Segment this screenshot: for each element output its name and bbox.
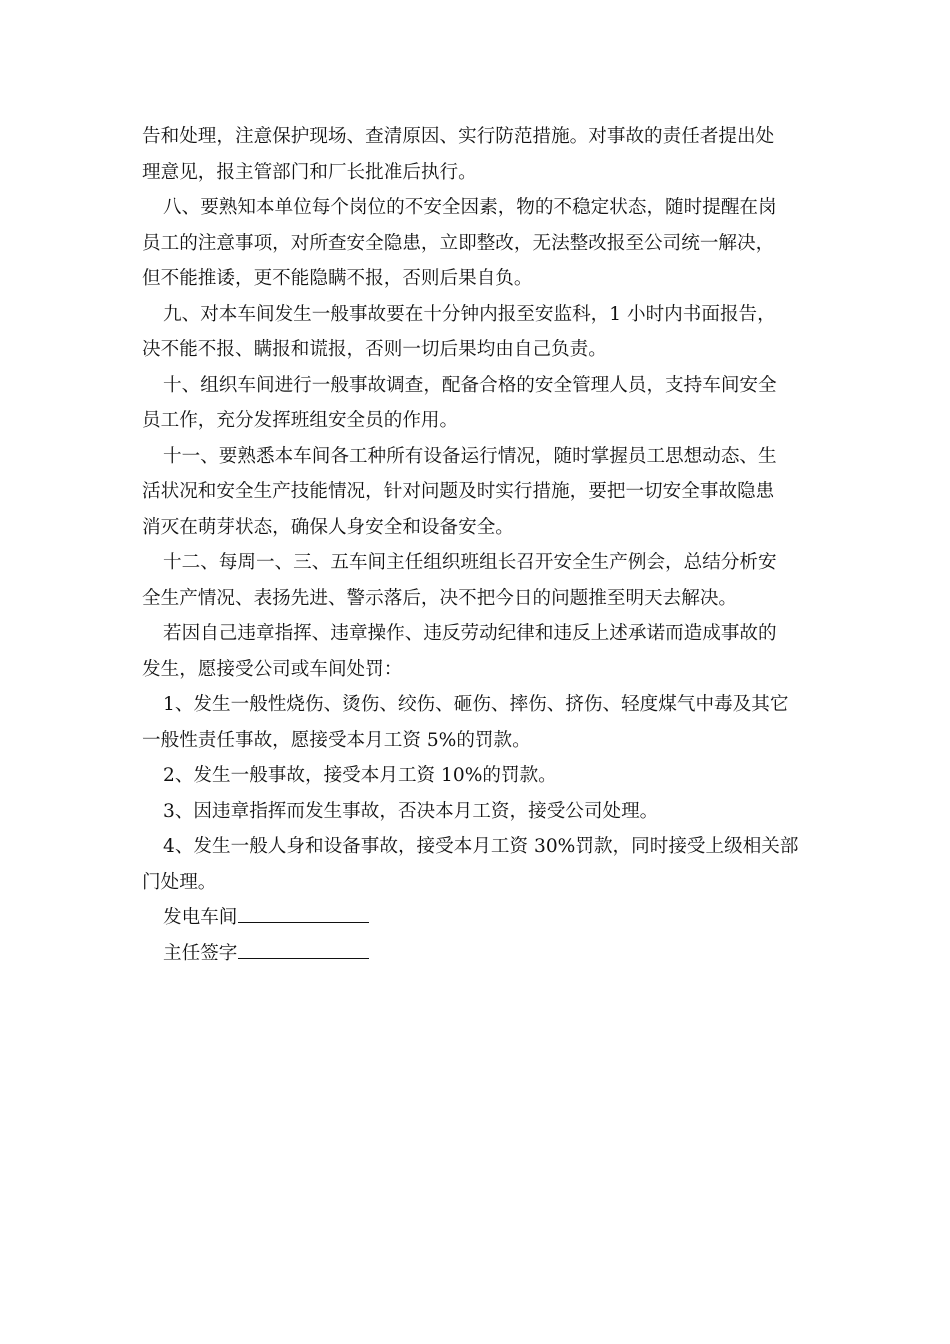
clause-9-line: 九、对本车间发生一般事故要在十分钟内报至安监科，1 小时内书面报告， bbox=[163, 303, 776, 325]
workshop-signature-row bbox=[142, 900, 810, 936]
clause-10-line: 十、组织车间进行一般事故调查，配备合格的安全管理人员，支持车间安全 bbox=[163, 374, 777, 396]
text-line: 员工的注意事项，对所查安全隐患，立即整改，无法整改报至公司统一解决， bbox=[142, 232, 775, 254]
penalty-3-line: 3、因违章指挥而发生事故，否决本月工资，接受公司处理。 bbox=[163, 800, 659, 822]
document-body bbox=[142, 119, 810, 971]
penalty-intro-line: 若因自己违章指挥、违章操作、违反劳动纪律和违反上述承诺而造成事故的 bbox=[163, 623, 777, 644]
workshop-blank-field[interactable] bbox=[238, 900, 369, 923]
text-line: 告和处理，注意保护现场、查清原因、实行防范措施。对事故的责任者提出处 bbox=[142, 126, 775, 147]
penalty-1-line: 1、发生一般性烧伤、烫伤、绞伤、砸伤、摔伤、挤伤、轻度煤气中毒及其它 bbox=[163, 694, 789, 715]
text-line: 一般性责任事故，愿接受本月工资 5%的罚款。 bbox=[142, 729, 531, 751]
text-line: 员工作，充分发挥班组安全员的作用。 bbox=[142, 410, 459, 431]
clause-12-line: 十二、每周一、三、五车间主任组织班组长召开安全生产例会，总结分析安 bbox=[163, 552, 777, 573]
text-line: 消灭在萌芽状态，确保人身安全和设备安全。 bbox=[142, 516, 514, 538]
penalty-4-line: 4、发生一般人身和设备事故，接受本月工资 30%罚款，同时接受上级相关部 bbox=[163, 836, 799, 857]
text-line: 全生产情况、表扬先进、警示落后，决不把今日的问题推至明天去解决。 bbox=[142, 587, 738, 609]
text-line: 理意见，报主管部门和厂长批准后执行。 bbox=[142, 161, 477, 183]
clause-8-line: 八、要熟知本单位每个岗位的不安全因素，物的不稳定状态，随时提醒在岗 bbox=[163, 197, 777, 218]
director-signature-blank-field[interactable] bbox=[238, 936, 369, 959]
text-line: 门处理。 bbox=[142, 871, 217, 893]
director-signature-row bbox=[142, 936, 810, 972]
workshop-label: 发电车间 bbox=[163, 907, 238, 928]
clause-11-line: 十一、要熟悉本车间各工种所有设备运行情况，随时掌握员工思想动态、生 bbox=[163, 445, 777, 467]
text-line: 决不能不报、瞒报和谎报，否则一切后果均由自己负责。 bbox=[142, 339, 607, 360]
penalty-2-line: 2、发生一般事故，接受本月工资 10%的罚款。 bbox=[163, 765, 557, 786]
text-line: 活状况和安全生产技能情况，针对问题及时实行措施，要把一切安全事故隐患 bbox=[142, 481, 775, 502]
director-label: 主任签字 bbox=[163, 942, 238, 964]
text-line: 发生，愿接受公司或车间处罚： bbox=[142, 658, 403, 680]
text-line: 但不能推诿，更不能隐瞒不报，否则后果自负。 bbox=[142, 268, 533, 289]
